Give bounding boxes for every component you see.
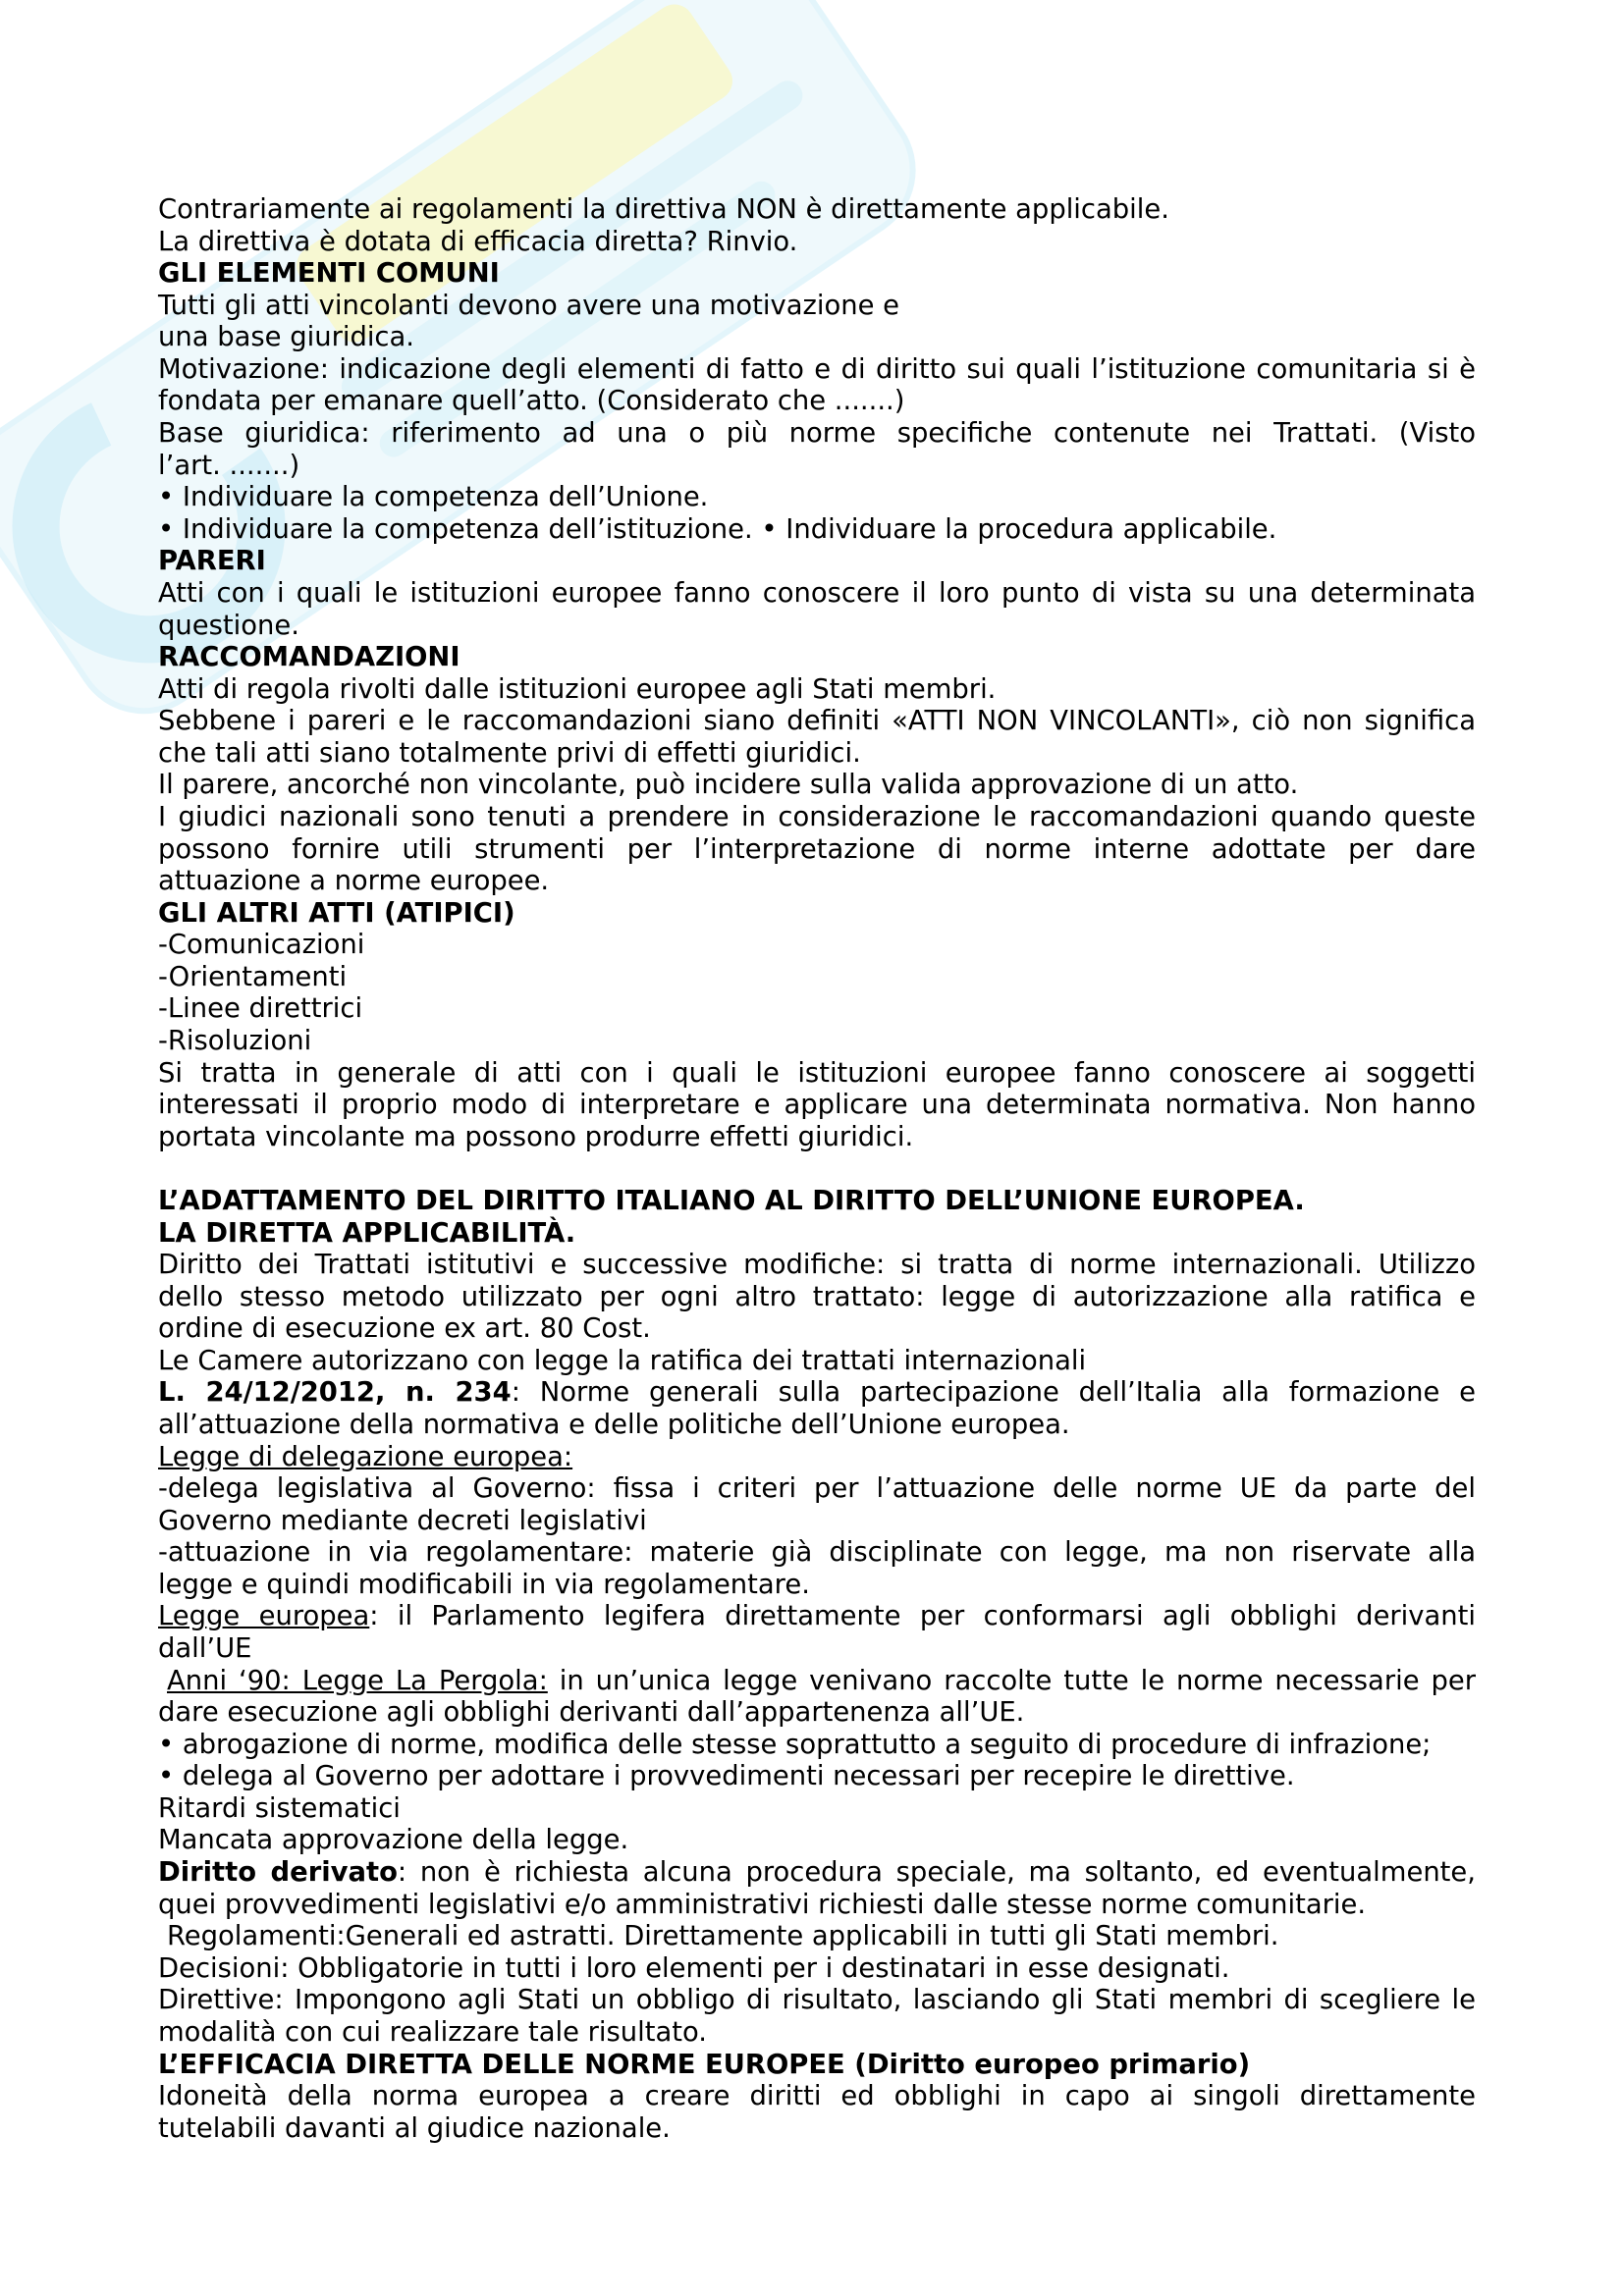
paragraph-line: Tutti gli atti vincolanti devono avere una motivazione e: [158, 290, 900, 321]
paragraph-line: quei provvedimenti legislativi e/o amministrativi richiesti dalle stesse norme comunitarie.: [158, 1889, 1367, 1920]
paragraph-line: [158, 1442, 1476, 1474]
paragraph-line: fondata per emanare quell’atto. (Considerato che .......): [158, 386, 905, 417]
list-item: -delega legislativa al Governo: fissa i criteri per l’attuazione delle norme UE da parte del: [158, 1473, 1476, 1505]
section-heading: GLI ALTRI ATTI (ATIPICI): [158, 897, 515, 929]
bullet-item: • Individuare la competenza dell’istituzione. • Individuare la procedura applicabile.: [158, 513, 1277, 545]
paragraph-line: Si tratta in generale di atti con i quali le istituzioni europee fanno conoscere ai soggetti: [158, 1057, 1476, 1089]
paragraph-line: Diritto dei Trattati istitutivi e successive modifiche: si tratta di norme internazionali. Utilizzo: [158, 1250, 1476, 1281]
paragraph-line: Direttive: Impongono agli Stati un obbligo di risultato, lasciando gli Stati membri di scegliere le: [158, 1985, 1476, 2016]
paragraph-line: ordine di esecuzione ex art. 80 Cost.: [158, 1313, 651, 1345]
list-item: -attuazione in via regolamentare: materie già disciplinate con legge, ma non riservate alla: [158, 1537, 1476, 1569]
section-heading: GLI ELEMENTI COMUNI: [158, 258, 500, 290]
bullet-item: • Individuare la competenza dell’Unione.: [158, 482, 709, 513]
paragraph-line: Atti con i quali le istituzioni europee fanno conoscere il loro punto di vista su una determinata: [158, 577, 1476, 609]
underlined-title: Anni ‘90: Legge La Pergola:: [167, 1665, 548, 1696]
paragraph-line: portata vincolante ma possono produrre effetti giuridici.: [158, 1121, 914, 1152]
document-body: [158, 194, 1476, 2145]
paragraph-line: modalità con cui realizzare tale risultato.: [158, 2016, 708, 2048]
paragraph-line: Mancata approvazione della legge.: [158, 1825, 629, 1856]
paragraph-line: dare esecuzione agli obblighi derivanti dall’appartenenza all’UE.: [158, 1697, 1025, 1729]
blank-line: [158, 1153, 1476, 1186]
section-heading: PARERI: [158, 546, 266, 577]
section-subheading: LA DIRETTA APPLICABILITÀ.: [158, 1217, 576, 1249]
paragraph-line: Il parere, ancorché non vincolante, può incidere sulla valida approvazione di un atto.: [158, 770, 1299, 801]
paragraph-line: Atti di regola rivolti dalle istituzioni europee agli Stati membri.: [158, 673, 997, 705]
paragraph-line: Decisioni: Obbligatorie in tutti i loro elementi per i destinatari in esse designati.: [158, 1952, 1230, 1984]
list-item: -Orientamenti: [158, 961, 348, 992]
paragraph-line: Idoneità della norma europea a creare diritti ed obblighi in capo ai singoli direttamente: [158, 2081, 1476, 2112]
paragraph-line: [158, 1666, 1476, 1698]
text-segment: : il Parlamento legifera direttamente per conformarsi agli obblighi derivanti: [369, 1601, 1476, 1632]
law-reference: L. 24/12/2012, n. 234: [158, 1377, 512, 1409]
paragraph-line: Base giuridica: riferimento ad una o più norme specifiche contenute nei Trattati. (Visto: [158, 418, 1476, 450]
paragraph-line: [158, 1857, 1476, 1890]
paragraph-line: una base giuridica.: [158, 322, 414, 353]
paragraph-line: dello stesso metodo utilizzato per ogni altro trattato: legge di autorizzazione alla ratifica e: [158, 1281, 1476, 1312]
paragraph-line: tutelabili davanti al giudice nazionale.: [158, 2112, 671, 2144]
paragraph-line: l’art. .......): [158, 450, 300, 481]
bold-term: Diritto derivato: [158, 1857, 398, 1889]
paragraph-line: questione.: [158, 610, 299, 641]
paragraph-line: che tali atti siano totalmente privi di effetti giuridici.: [158, 737, 861, 769]
paragraph-line: [158, 1377, 1476, 1410]
list-item: -Risoluzioni: [158, 1026, 312, 1057]
list-item: Governo mediante decreti legislativi: [158, 1505, 647, 1536]
list-item: -Linee direttrici: [158, 993, 363, 1025]
paragraph-line: dall’UE: [158, 1633, 252, 1665]
paragraph-line: [158, 1601, 1476, 1633]
text-segment: : Norme generali sulla partecipazione dell’Italia alla formazione e: [511, 1377, 1476, 1409]
paragraph-line: Regolamenti:Generali ed astratti. Direttamente applicabili in tutti gli Stati membri.: [167, 1921, 1279, 1952]
bullet-item: • abrogazione di norme, modifica delle stesse soprattutto a seguito di procedure di infrazione;: [158, 1729, 1432, 1760]
section-heading: RACCOMANDAZIONI: [158, 642, 460, 673]
paragraph-line: Ritardi sistematici: [158, 1792, 401, 1824]
paragraph-line: possono fornire utili strumenti per l’interpretazione di norme interne adottate per dare: [158, 833, 1476, 865]
paragraph-line: Sebbene i pareri e le raccomandazioni siano definiti «ATTI NON VINCOLANTI», ciò non significa: [158, 706, 1476, 737]
section-heading: L’EFFICACIA DIRETTA DELLE NORME EUROPEE (Diritto europeo primario): [158, 2049, 1251, 2080]
paragraph-line: I giudici nazionali sono tenuti a prendere in considerazione le raccomandazioni quando queste: [158, 801, 1476, 832]
paragraph-line: Motivazione: indicazione degli elementi di fatto e di diritto sui quali l’istituzione comunitaria si è: [158, 353, 1476, 385]
paragraph-line: La direttiva è dotata di efficacia diretta? Rinvio.: [158, 226, 798, 257]
paragraph-line: interessati il proprio modo di interpretare e applicare una determinata normativa. Non hanno: [158, 1090, 1476, 1121]
text-segment: in un’unica legge venivano raccolte tutte le norme necessarie per: [547, 1665, 1476, 1696]
underlined-title: Legge di delegazione europea:: [158, 1441, 573, 1472]
bullet-item: • delega al Governo per adottare i provvedimenti necessari per recepire le direttive.: [158, 1761, 1295, 1792]
text-segment: : non è richiesta alcuna procedura speciale, ma soltanto, ed eventualmente,: [397, 1857, 1476, 1889]
paragraph-line: Le Camere autorizzano con legge la ratifica dei trattati internazionali: [158, 1345, 1087, 1376]
paragraph-line: Contrariamente ai regolamenti la direttiva NON è direttamente applicabile.: [158, 194, 1169, 225]
list-item: -Comunicazioni: [158, 930, 365, 961]
list-item: legge e quindi modificabili in via regolamentare.: [158, 1569, 810, 1600]
paragraph-line: attuazione a norme europee.: [158, 866, 550, 897]
section-heading: L’ADATTAMENTO DEL DIRITTO ITALIANO AL DIRITTO DELL’UNIONE EUROPEA.: [158, 1185, 1305, 1216]
underlined-title: Legge europea: [158, 1601, 370, 1632]
paragraph-line: all’attuazione della normativa e delle politiche dell’Unione europea.: [158, 1409, 1070, 1440]
